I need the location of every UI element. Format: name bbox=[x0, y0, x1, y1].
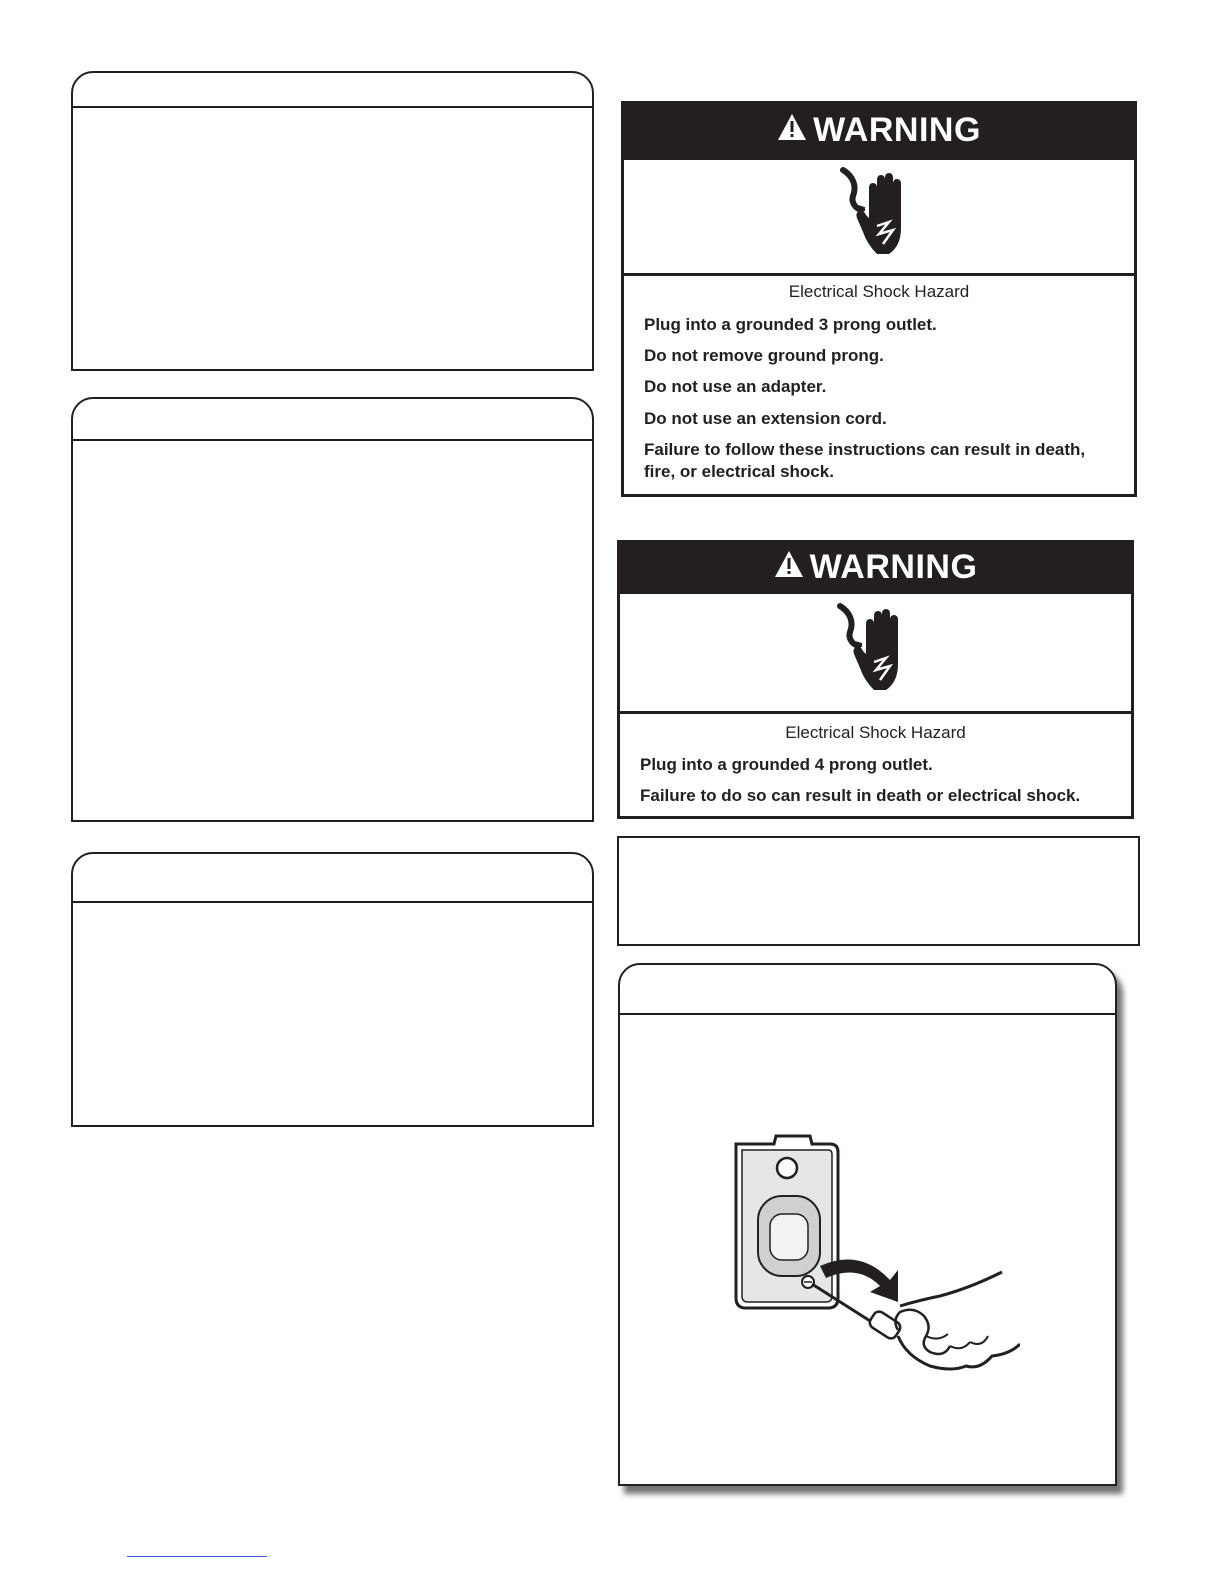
electrical-shock-hand-icon bbox=[836, 602, 916, 703]
box-tab-divider bbox=[73, 106, 592, 108]
hazard-title: Electrical Shock Hazard bbox=[788, 282, 970, 301]
warning-header bbox=[620, 543, 1131, 591]
box-tab-divider bbox=[73, 901, 592, 903]
warning-line: Plug into a grounded 3 prong outlet. bbox=[644, 315, 937, 334]
hazard-icon-row bbox=[624, 157, 1134, 276]
electrical-shock-hand-icon bbox=[839, 166, 919, 267]
hazard-icon-row bbox=[620, 591, 1131, 714]
warning-header-label: WARNING bbox=[809, 547, 978, 586]
warning-line: Do not use an adapter. bbox=[644, 377, 827, 396]
warning-line: Failure to follow these instructions can result in death, fire, or electrical shock. bbox=[644, 440, 1086, 481]
box-tab-divider bbox=[620, 1013, 1115, 1015]
figure-box bbox=[618, 963, 1117, 1486]
footer-link-underline bbox=[127, 1556, 267, 1557]
warning-box-3-prong bbox=[621, 101, 1137, 497]
warning-line: Do not use an extension cord. bbox=[644, 409, 887, 428]
hazard-title: Electrical Shock Hazard bbox=[785, 723, 966, 742]
box-tab-divider bbox=[73, 439, 592, 441]
warning-triangle-icon bbox=[774, 548, 804, 587]
warning-line: Plug into a grounded 4 prong outlet. bbox=[640, 755, 933, 774]
warning-box-4-prong bbox=[617, 540, 1134, 819]
outlet-cover-removal-illustration bbox=[720, 1130, 1020, 1410]
warning-line: Failure to do so can result in death or electrical shock. bbox=[640, 786, 1081, 805]
warning-line: Do not remove ground prong. bbox=[644, 346, 884, 365]
note-box bbox=[617, 836, 1140, 946]
info-box-1 bbox=[71, 71, 594, 371]
info-box-3 bbox=[71, 852, 594, 1127]
warning-header bbox=[624, 104, 1134, 157]
warning-triangle-icon bbox=[777, 111, 807, 150]
warning-header-label: WARNING bbox=[813, 111, 981, 149]
info-box-2 bbox=[71, 397, 594, 822]
